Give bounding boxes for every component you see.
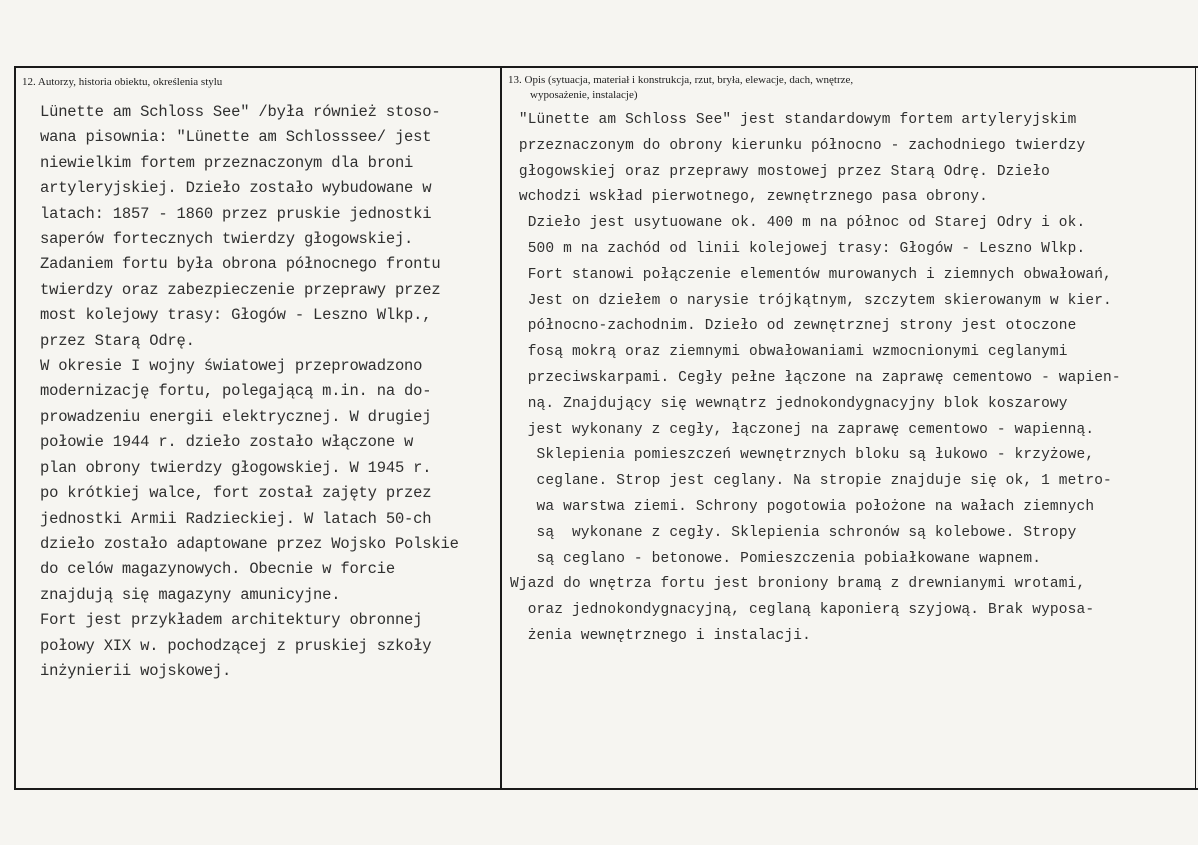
section-13-body-line: Jest on dziełem o narysie trójkątnym, szczytem skierowanym w kier. [510, 292, 1112, 309]
section-13-heading [508, 73, 1108, 103]
section-13-body-line: fosą mokrą oraz ziemnymi obwałowaniami wzmocnionymi ceglanymi [510, 344, 1068, 361]
section-13-body-line: ceglane. Strop jest ceglany. Na stropie znajduje się ok, 1 metro- [510, 473, 1112, 490]
table-top-border [14, 66, 1198, 68]
section-12-body-line: przez Starą Odrę. [40, 331, 195, 350]
section-13-body-line: ną. Znajdujący się wewnątrz jednokondygnacyjny blok koszarowy [510, 395, 1068, 412]
section-12-body-line: niewielkim fortem przeznaczonym dla broni [40, 153, 414, 172]
section-12-body-line: inżynierii wojskowej. [40, 661, 232, 680]
section-12-body [40, 100, 459, 684]
table-bottom-border [14, 788, 1198, 790]
section-13-body-line: wchodzi wskład pierwotnego, zewnętrznego pasa obrony. [510, 189, 988, 206]
section-13-body-line: "Lünette am Schloss See" jest standardowym fortem artyleryjskim [510, 112, 1077, 128]
section-13-body-line: przeciwskarpami. Cegły pełne łączone na zaprawę cementowo - wapien- [510, 369, 1121, 386]
section-12-body-line: Lünette am Schloss See" /była również stoso- [40, 103, 441, 121]
section-13-body-line: Wjazd do wnętrza fortu jest broniony bramą z drewnianymi wrotami, [510, 576, 1086, 593]
section-12-body-line: twierdzy oraz zabezpieczenie przeprawy przez [40, 280, 441, 299]
section-13-body-line: są wykonane z cegły. Sklepienia schronów są kolebowe. Stropy [510, 524, 1077, 541]
section-12-heading: 12. Autorzy, historia obiektu, określenia stylu [22, 76, 223, 88]
section-13-body-line: przeznaczonym do obrony kierunku północno - zachodniego twierdzy [510, 137, 1086, 154]
section-13-body-line: Fort stanowi połączenie elementów murowanych i ziemnych obwałowań, [510, 266, 1112, 283]
section-12-body-line: plan obrony twierdzy głogowskiej. W 1945 r. [40, 458, 432, 477]
section-12-body-line: modernizację fortu, polegającą m.in. na do- [40, 382, 432, 401]
section-12-body-line: prowadzeniu energii elektrycznej. W drugiej [40, 407, 432, 426]
section-13-body-line: oraz jednokondygnacyjną, ceglaną kaponierą szyjową. Brak wyposa- [510, 602, 1095, 619]
section-12-body-line: znajdują się magazyny amunicyjne. [40, 585, 341, 604]
section-12-body-line: artyleryjskiej. Dzieło zostało wybudowane w [40, 179, 432, 198]
section-13-heading-line2: wyposażenie, instalacje) [530, 89, 638, 101]
section-13-heading-line1: 13. Opis (sytuacja, materiał i konstrukcja, rzut, bryła, elewacje, dach, wnętrze, [508, 74, 854, 86]
section-13-body-line: głogowskiej oraz przeprawy mostowej przez Starą Odrę. Dzieło [510, 163, 1050, 180]
section-12-body-line: saperów fortecznych twierdzy głogowskiej. [40, 230, 414, 249]
section-13-body-line: jest wykonany z cegły, łączonej na zaprawę cementowo - wapienną. [510, 421, 1095, 438]
section-12-body-line: dzieło zostało adaptowane przez Wojsko Polskie [40, 534, 459, 553]
section-12-body-line: jednostki Armii Radzieckiej. W latach 50-ch [40, 509, 432, 528]
section-13-body-line: są ceglano - betonowe. Pomieszczenia pobiałkowane wapnem. [510, 550, 1042, 567]
section-13-body-line: Dzieło jest usytuowane ok. 400 m na północ od Starej Odry i ok. [510, 215, 1086, 232]
section-12-body-line: Zadaniem fortu była obrona północnego frontu [40, 255, 441, 274]
section-13-body-line: Sklepienia pomieszczeń wewnętrznych bloku są łukowo - krzyżowe, [510, 447, 1095, 464]
section-12-body-line: latach: 1857 - 1860 przez pruskie jednostki [40, 204, 432, 223]
section-13-body-line: żenia wewnętrznego i instalacji. [510, 627, 811, 644]
section-12-body-line: po krótkiej walce, fort został zajęty przez [40, 484, 432, 503]
section-12-body-line: Fort jest przykładem architektury obronnej [40, 611, 423, 630]
section-12-body-line: wana pisownia: "Lünette am Schlosssee/ jest [40, 128, 432, 147]
section-12-body-line: W okresie I wojny światowej przeprowadzono [40, 357, 423, 376]
section-13-body-line: 500 m na zachód od linii kolejowej trasy: Głogów - Leszno Wlkp. [510, 240, 1086, 257]
section-13-body [510, 108, 1121, 650]
table-right-border [1195, 66, 1196, 788]
section-12-body-line: most kolejowy trasy: Głogów - Leszno Wlkp., [40, 306, 432, 325]
column-divider [500, 66, 502, 788]
table-left-border [14, 66, 16, 788]
section-12-body-line: do celów magazynowych. Obecnie w forcie [40, 560, 395, 579]
section-13-body-line: północno-zachodnim. Dzieło od zewnętrznej strony jest otoczone [510, 318, 1077, 335]
section-13-body-line: wa warstwa ziemi. Schrony pogotowia położone na wałach ziemnych [510, 498, 1095, 515]
section-12-body-line: połowy XIX w. pochodzącej z pruskiej szkoły [40, 636, 432, 655]
section-12-body-line: połowie 1944 r. dzieło zostało włączone w [40, 433, 414, 452]
